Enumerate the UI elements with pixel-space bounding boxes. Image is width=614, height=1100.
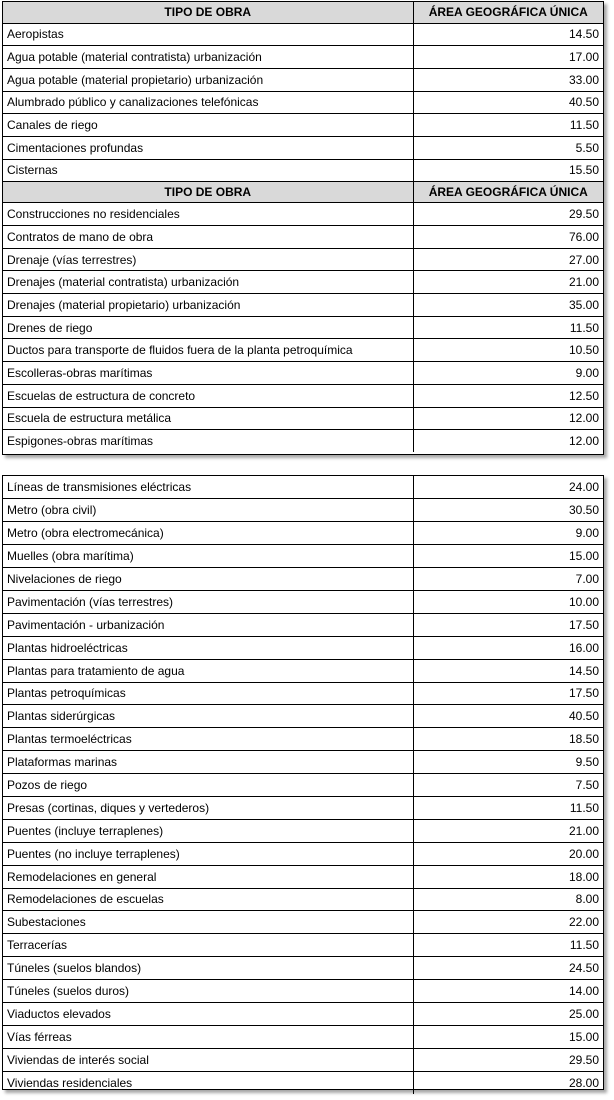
- work-type-cell: Drenajes (material contratista) urbanización: [3, 271, 413, 294]
- header-area-geografica: ÁREA GEOGRÁFICA ÚNICA: [413, 182, 603, 203]
- work-type-cell: Canales de riego: [3, 114, 413, 137]
- table-row: [3, 136, 603, 159]
- area-value-cell: 22.00: [413, 911, 603, 934]
- area-value-cell: 15.00: [413, 545, 603, 568]
- area-value-cell: 24.50: [413, 957, 603, 980]
- area-value-cell: 17.50: [413, 613, 603, 636]
- table-row: [3, 248, 603, 271]
- table-row: [3, 1002, 603, 1025]
- area-value-cell: 17.50: [413, 682, 603, 705]
- work-type-cell: Cimentaciones profundas: [3, 136, 413, 159]
- work-type-cell: Viaductos elevados: [3, 1002, 413, 1025]
- table-row: [3, 476, 603, 499]
- work-type-cell: Presas (cortinas, diques y vertederos): [3, 796, 413, 819]
- area-value-cell: 10.50: [413, 339, 603, 362]
- work-type-cell: Plantas termoeléctricas: [3, 728, 413, 751]
- table-row: [3, 728, 603, 751]
- work-type-table-2: [3, 476, 603, 1094]
- work-type-cell: Metro (obra civil): [3, 499, 413, 522]
- area-value-cell: 12.00: [568, 434, 599, 449]
- table-row: [3, 159, 603, 182]
- work-type-cell: Plantas siderúrgicas: [3, 705, 413, 728]
- table-row: [3, 1025, 603, 1048]
- area-value-cell: 12.00: [413, 407, 603, 430]
- table-block-2: [2, 475, 604, 1090]
- work-type-cell: Túneles (suelos blandos): [3, 957, 413, 980]
- area-value-cell: 15.50: [568, 163, 599, 178]
- work-type-cell: Plataformas marinas: [3, 751, 413, 774]
- area-value-cell: 14.00: [413, 980, 603, 1003]
- work-type-cell: Nivelaciones de riego: [3, 568, 413, 591]
- area-value-cell: 14.50: [413, 659, 603, 682]
- table-row: [3, 339, 603, 362]
- table-row: [3, 774, 603, 797]
- work-type-cell: Muelles (obra marítima): [3, 545, 413, 568]
- work-type-cell: Plantas hidroeléctricas: [3, 636, 413, 659]
- table-row: [3, 888, 603, 911]
- work-type-cell: Pavimentación - urbanización: [3, 613, 413, 636]
- work-type-cell: Viviendas de interés social: [3, 1048, 413, 1071]
- group-1-body: [3, 23, 603, 182]
- table-row: [3, 934, 603, 957]
- area-value-cell: 11.50: [413, 316, 603, 339]
- area-value-cell: 35.00: [413, 294, 603, 317]
- table-row: [3, 91, 603, 114]
- area-value-cell: 20.00: [413, 842, 603, 865]
- table-row: [3, 568, 603, 591]
- work-type-cell: Subestaciones: [3, 911, 413, 934]
- table-row: [3, 114, 603, 137]
- work-type-cell: Metro (obra electromecánica): [3, 522, 413, 545]
- work-type-cell: Plantas petroquímicas: [3, 682, 413, 705]
- area-value-cell: 40.50: [413, 705, 603, 728]
- table-row: [3, 911, 603, 934]
- work-type-cell: Pavimentación (vías terrestres): [3, 590, 413, 613]
- table-row: [3, 819, 603, 842]
- table-row: [3, 613, 603, 636]
- area-value-cell: 9.00: [413, 522, 603, 545]
- area-value-cell: 11.50: [413, 796, 603, 819]
- area-value-cell: 21.00: [413, 271, 603, 294]
- work-type-cell: Viviendas residenciales: [3, 1071, 413, 1094]
- table-row: [3, 407, 603, 430]
- area-value-cell: 17.00: [413, 46, 603, 69]
- work-type-cell: Contratos de mano de obra: [3, 226, 413, 249]
- work-type-cell: Túneles (suelos duros): [3, 980, 413, 1003]
- work-type-cell: Terracerías: [3, 934, 413, 957]
- table-row: [3, 636, 603, 659]
- header-row: [3, 2, 603, 23]
- area-value-cell: 10.00: [413, 590, 603, 613]
- work-type-cell: Drenes de riego: [3, 316, 413, 339]
- table-row: [3, 23, 603, 46]
- work-type-cell: Líneas de transmisiones eléctricas: [3, 476, 413, 499]
- area-value-cell: 21.00: [413, 819, 603, 842]
- area-value-cell: 28.00: [568, 1075, 599, 1090]
- table-row: [3, 316, 603, 339]
- table-row: [3, 865, 603, 888]
- area-value-cell: 11.50: [413, 114, 603, 137]
- area-value-cell: 9.50: [413, 751, 603, 774]
- work-type-cell: Escuelas de estructura de concreto: [3, 384, 413, 407]
- table-row: [3, 796, 603, 819]
- area-value-cell: 11.50: [413, 934, 603, 957]
- work-type-cell: Puentes (no incluye terraplenes): [3, 842, 413, 865]
- table-row: [3, 659, 603, 682]
- work-type-table-1: [3, 2, 603, 452]
- header-area-geografica: ÁREA GEOGRÁFICA ÚNICA: [413, 2, 603, 23]
- header-tipo-de-obra: TIPO DE OBRA: [3, 182, 413, 203]
- area-value-cell: 9.00: [413, 362, 603, 385]
- table-row: [3, 1071, 603, 1094]
- work-type-cell: Espigones-obras marítimas: [3, 430, 413, 453]
- table-row: [3, 545, 603, 568]
- area-value-cell: 27.00: [413, 248, 603, 271]
- area-value-cell: 40.50: [413, 91, 603, 114]
- work-type-cell: Agua potable (material propietario) urbanización: [3, 68, 413, 91]
- work-type-cell: Escolleras-obras marítimas: [3, 362, 413, 385]
- table-row: [3, 705, 603, 728]
- table-row: [3, 430, 603, 453]
- area-value-cell: 8.00: [413, 888, 603, 911]
- area-value-cell: 29.50: [413, 203, 603, 226]
- work-type-cell: Plantas para tratamiento de agua: [3, 659, 413, 682]
- work-type-cell: Drenaje (vías terrestres): [3, 248, 413, 271]
- table-row: [3, 294, 603, 317]
- table-row: [3, 46, 603, 69]
- work-type-cell: Agua potable (material contratista) urbanización: [3, 46, 413, 69]
- area-value-cell: 29.50: [413, 1048, 603, 1071]
- header-tipo-de-obra: TIPO DE OBRA: [3, 2, 413, 23]
- work-type-cell: Alumbrado público y canalizaciones telefónicas: [3, 91, 413, 114]
- table-block-1: [2, 1, 604, 455]
- area-value-cell: 76.00: [413, 226, 603, 249]
- area-value-cell: 30.50: [413, 499, 603, 522]
- work-type-cell: Construcciones no residenciales: [3, 203, 413, 226]
- header-row: [3, 182, 603, 203]
- work-type-cell: Vías férreas: [3, 1025, 413, 1048]
- table-row: [3, 751, 603, 774]
- area-value-cell: 33.00: [413, 68, 603, 91]
- work-type-cell: Puentes (incluye terraplenes): [3, 819, 413, 842]
- area-value-cell: 7.00: [413, 568, 603, 591]
- area-value-cell: 18.00: [413, 865, 603, 888]
- table-row: [3, 499, 603, 522]
- area-value-cell: 15.00: [413, 1025, 603, 1048]
- work-type-cell: Remodelaciones de escuelas: [3, 888, 413, 911]
- table-row: [3, 68, 603, 91]
- area-value-cell: 16.00: [413, 636, 603, 659]
- work-type-cell: Drenajes (material propietario) urbanización: [3, 294, 413, 317]
- table-row: [3, 362, 603, 385]
- table-row: [3, 271, 603, 294]
- work-type-cell: Escuela de estructura metálica: [3, 407, 413, 430]
- group-3-body: [3, 476, 603, 1094]
- table-row: [3, 1048, 603, 1071]
- group-2-body: [3, 203, 603, 453]
- area-value-cell: 25.00: [413, 1002, 603, 1025]
- area-value-cell: 5.50: [413, 136, 603, 159]
- area-value-cell: 7.50: [413, 774, 603, 797]
- work-type-cell: Pozos de riego: [3, 774, 413, 797]
- table-row: [3, 842, 603, 865]
- area-value-cell: 24.00: [413, 476, 603, 499]
- table-row: [3, 980, 603, 1003]
- work-type-cell: Aeropistas: [3, 23, 413, 46]
- area-value-cell: 18.50: [413, 728, 603, 751]
- table-row: [3, 522, 603, 545]
- work-type-cell: Cisternas: [3, 159, 413, 182]
- table-row: [3, 957, 603, 980]
- work-type-cell: Ductos para transporte de fluidos fuera de la planta petroquímica: [3, 339, 413, 362]
- table-row: [3, 682, 603, 705]
- area-value-cell: 14.50: [413, 23, 603, 46]
- table-row: [3, 590, 603, 613]
- work-type-cell: Remodelaciones en general: [3, 865, 413, 888]
- table-row: [3, 384, 603, 407]
- area-value-cell: 12.50: [413, 384, 603, 407]
- table-row: [3, 203, 603, 226]
- table-row: [3, 226, 603, 249]
